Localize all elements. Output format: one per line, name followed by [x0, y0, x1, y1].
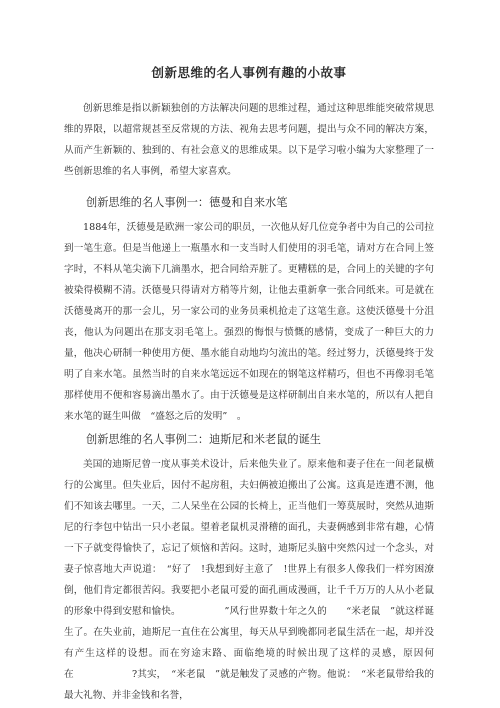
section-body-1: 1884年，沃德曼是欧洲一家公司的职员，一次他从好几位竞争者中为自己的公司拉到一笔生意。但是当他递上一瓶墨水和一支当时人们使用的羽毛笔，请对方在合同上签字时，不料从笔尖滴下几滴墨水，把合同给弄脏了。更糟糕的是，合同上的关键的字句被染得模糊不清。沃德曼只得请对方稍等片刻，让他去重新拿一张合同纸来。可是就在沃德曼离开的那一会儿，另一家公司的业务员乘机抢走了这笔生意。这使沃德曼十分沮丧，他认为问题出在那支羽毛笔上。强烈的悔恨与愤慨的感情，变成了一种巨大的力量，他决心研制一种使用方便、墨水能自动地均匀流出的笔。经过努力，沃德曼终于发明了自来水笔。虽然当时的自来水笔远远不如现在的钢笔这样精巧，但也不再像羽毛笔那样使用不便和容易滴出墨水了。由于沃德曼是这样研制出自来水笔的，所以有人把自来水笔的诞生叫做 “盛怒之后的发明” 。 — [64, 222, 434, 422]
intro-paragraph: 创新思维是指以新颖独创的方法解决问题的思维过程，通过这种思维能突破常规思维的界限，以超常规甚至反常规的方法、视角去思考问题，提出与众不同的解决方案，从而产生新颖的、独到的、有社会意义的思维成果。以下是学习啦小编为大家整理了一些创新思维的名人事例，希望大家喜欢。 — [64, 103, 434, 177]
section-body-2: 美国的迪斯尼曾一度从事美术设计，后来他失业了。原来他和妻子住在一间老鼠横行的公寓里。但失业后，因付不起房租，夫妇俩被迫搬出了公寓。这真是连遭不测，他们不知该去哪里。一天，二人呆坐在公园的长椅上，正当他们一筹莫展时，突然从迪斯尼的行李包中钻出一只小老鼠。望着老鼠机灵滑稽的面孔，夫妻俩感到非常有趣，心情一下子就变得愉快了，忘记了烦恼和苦闷。这时，迪斯尼头脑中突然闪过一个念头，对妻子惊喜地大声说道： “好了 !我想到好主意了 !世界上有很多人像我们一样穷困潦倒，他们肯定都很苦闷。我要把小老鼠可爱的面孔画成漫画，让千千万万的人从小老鼠的形象中得到安慰和愉快。 ”风行世界数十年之久的 “米老鼠 ”就这样诞生了。在失业前，迪斯尼一直住在公寓里，每天从早到晚都同老鼠生活在一起，却并没有产生这样的设想。而在穷途末路、面临绝境的时候出现了这样的灵感，原因何在 ?其实， “米老鼠 ”就是触发了灵感的产物。他说： “米老鼠带给我的最大礼物、并非金钱和名誉， — [64, 459, 434, 701]
section-heading-1: 创新思维的名人事例一：德曼和自来水笔 — [86, 196, 288, 209]
section-heading-2: 创新思维的名人事例二：迪斯尼和米老鼠的诞生 — [86, 433, 321, 446]
page-title: 创新思维的名人事例有趣的小故事 — [151, 65, 347, 80]
